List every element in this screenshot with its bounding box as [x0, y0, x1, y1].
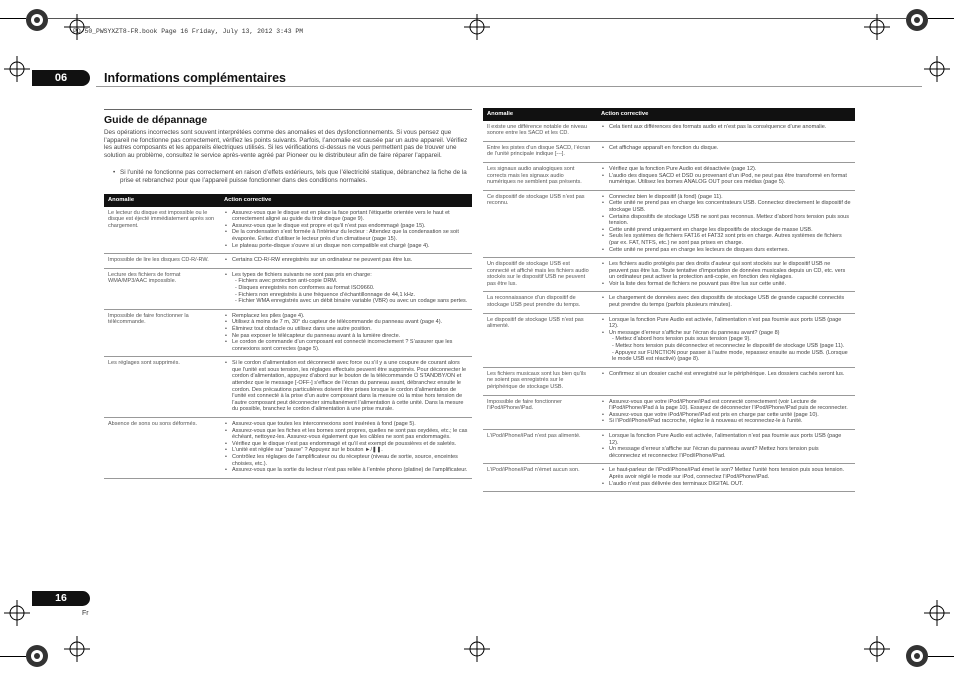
action-item: • Assurez-vous que le disque est propre et qu’il n’est pas endommagé (page 15).: [232, 223, 468, 230]
action-item: • Certains dispositifs de stockage USB ne sont pas reconnus. Mettez d’abord hors tension puis sous tension.: [609, 214, 851, 227]
column-header-action: Action corrective: [220, 194, 472, 207]
action-item: - Disques enregistrés non conformes au format ISO9660.: [235, 284, 375, 291]
action-item: • Assurez-vous que les fiches et les bornes sont propres, quelles ne sont pas oxydées, etc.; le cas échéant, nettoyez-les. Assurez-vous également que les câbles ne sont pas endommagés.: [232, 428, 468, 441]
action-item: • Assurez-vous que votre iPod/iPhone/iPad est connecté correctement (voir Lecture de l’iPod/iPhone/iPad à la page 10). Essayez de déconnecter l’iPod/iPhone/iPad puis de reconnecter.: [609, 399, 851, 412]
table-row: [483, 292, 855, 313]
action-item: • Si l’iPod/iPhone/iPad raccroche, réglez le à nouveau et reconnectez-le à l’unité.: [609, 418, 851, 425]
action-cell: [220, 357, 472, 418]
crop-mark: [0, 18, 26, 19]
action-cell: [597, 292, 855, 313]
crosshair-icon: [924, 600, 950, 626]
action-item: • L’unité est réglée sur “pause” ? Appuyez sur le bouton ►/❚❚.: [232, 447, 468, 454]
anomaly-cell: Les signaux audio analogiques sont corrects mais les signaux audio numériques ne semblent pas présents.: [483, 162, 597, 190]
table-row: [483, 367, 855, 395]
action-item: • Lorsque la fonction Pure Audio est activée, l’alimentation n’est pas fournie aux ports USB (page 12).: [609, 317, 851, 330]
table-row: [483, 429, 855, 463]
action-item: - Fichiers non enregistrés à une fréquence d’échantillonnage de 44,1 kHz.: [235, 291, 416, 298]
crosshair-icon: [4, 600, 30, 626]
column-header-action: Action corrective: [597, 108, 855, 121]
action-item: • Un message d’erreur s’affiche sur l’écran du panneau avant? (page 8): [609, 330, 851, 337]
action-item: - Appuyez sur FUNCTION pour passer à l’autre mode, repassez ensuite au mode USB. (Lorsque le mode USB est réactivé) (page 8).: [612, 349, 848, 363]
action-cell: [597, 190, 855, 257]
table-row: [483, 190, 855, 257]
action-item: • L’audio n’est pas délivrée des terminaux DIGITAL OUT.: [609, 481, 851, 488]
crop-mark: [928, 656, 954, 657]
anomaly-cell: Le lecteur du disque est impossible ou le disque est éjecté immédiatement après son chargement.: [104, 207, 220, 254]
action-item: • L’audio des disques SACD et DSD ou provenant d’un iPod, ne peut pas être transformé en format numérique. Utilisez les bornes ANALOG OUT pour ces médias (page 5).: [609, 173, 851, 186]
table-row: [483, 313, 855, 367]
troubleshooting-table-right: [483, 108, 855, 492]
action-item: • Le cordon de commande d’un composant est connecté incorrectement ? S’assurer que les connexions sont correctes (page 5).: [232, 339, 468, 352]
section-divider: [104, 109, 472, 110]
action-cell: [597, 313, 855, 367]
chapter-title: Informations complémentaires: [104, 71, 286, 85]
anomaly-cell: Un dispositif de stockage USB est connecté et affiché mais les fichiers audio stockés sur le dispositif USB ne peuvent pas être lus.: [483, 258, 597, 292]
crosshair-icon: [864, 636, 890, 662]
action-cell: [597, 121, 855, 142]
action-item: • Vérifiez que le disque n’est pas endommagé et qu’il est exempt de poussières et de saletés.: [232, 441, 468, 448]
table-row: [483, 121, 855, 142]
table-row: [104, 357, 472, 418]
action-cell: [220, 254, 472, 269]
action-cell: [597, 464, 855, 492]
action-item: • Les fichiers audio protégés par des droits d’auteur qui sont stockés sur le dispositif USB ne peuvent pas être lus. Toute tentative d’importation de données musicales depuis un CD, etc. vers un ordinateur peut activer la protection anti-copie, en fonction des réglages.: [609, 261, 851, 281]
anomaly-cell: Le dispositif de stockage USB n’est pas alimenté.: [483, 313, 597, 367]
registration-mark-icon: [904, 643, 930, 669]
anomaly-cell: Entre les pistes d’un disque SACD, l’écran de l’unité principale indique [---].: [483, 141, 597, 162]
anomaly-cell: Lecture des fichiers de format WMA/MP3/AAC impossible.: [104, 268, 220, 309]
book-header-line: PD-50_PWSYXZT8-FR.book Page 16 Friday, July 13, 2012 3:43 PM: [73, 28, 304, 35]
anomaly-cell: L’iPod/iPhone/iPad n’émet aucun son.: [483, 464, 597, 492]
action-cell: [220, 309, 472, 357]
action-item: • Assurez-vous que votre iPod/iPhone/iPad est pris en charge par cette unité (page 10).: [609, 412, 851, 419]
troubleshooting-table-left: [104, 194, 472, 479]
table-row: [483, 141, 855, 162]
action-item: • Remplacez les piles (page 4).: [232, 313, 468, 320]
action-cell: [597, 367, 855, 395]
action-item: • De la condensation s’est formée à l’intérieur du lecteur : Attendez que la condensation se soit évaporée. Évitez d’utiliser le lecteur près d’un climatiseur (page 15).: [232, 229, 468, 242]
table-row: [104, 418, 472, 479]
intro-bullet: [112, 169, 472, 184]
action-item: • Certains CD-R/-RW enregistrés sur un ordinateur ne peuvent pas être lus.: [232, 257, 468, 264]
anomaly-cell: Impossible de faire fonctionner l’iPod/iPhone/iPad.: [483, 395, 597, 429]
action-item: • Vérifiez que la fonction Pure Audio est désactivée (page 12).: [609, 166, 851, 173]
registration-mark-icon: [24, 643, 50, 669]
action-cell: [220, 207, 472, 254]
action-item: - Fichier WMA enregistrés avec un débit binaire variable (VBR) ou avec un codage sans pertes.: [235, 298, 468, 305]
action-item: • Voir la liste des format de fichiers ne pouvant pas être lus sur cette unité.: [609, 281, 851, 288]
anomaly-cell: Impossible de lire les disques CD-R/-RW.: [104, 254, 220, 269]
action-item: - Mettez hors tension puis déconnectez et reconnectez le dispositif de stockage USB (page 11).: [612, 343, 845, 350]
crosshair-icon: [64, 636, 90, 662]
crosshair-icon: [64, 14, 90, 40]
action-item: • Si le cordon d’alimentation est déconnecté avec force ou s’il y a une coupure de courant alors que l’unité est sous tension, les réglages effectués peuvent être supprimés. Pour déconnecter le cordon d’alimentation, appuyez d’abord sur le bouton de la télécommande ⏻ STANDBY/ON et attendez que le message [-OFF-] s’efface de l’écran du panneau avant, débranchez ensuite le cordon. Des précautions particulières doivent être prises lorsque le cordon d’alimentation de l’unité est connecté à la prise d’un autre composant dans la mesure où la mise hors tension de l’autre composant peut déconnecter simultanément l’alimentation à cette unité. Dans la mesure du possible, branchez le cordon d’alimentation à une prise murale.: [232, 360, 468, 413]
action-item: • Cette unité ne prend pas en charge les lecteurs de disques durs externes.: [609, 247, 851, 254]
table-row: [483, 162, 855, 190]
action-item: • Cet affichage apparaît en fonction du disque.: [609, 145, 851, 152]
anomaly-cell: Les réglages sont supprimés.: [104, 357, 220, 418]
action-cell: [597, 395, 855, 429]
registration-mark-icon: [24, 7, 50, 33]
section-title: Guide de dépannage: [104, 114, 208, 126]
action-item: • Le chargement de données avec des dispositifs de stockage USB de grande capacité connectés peut prendre du temps (parfois plusieurs minutes).: [609, 295, 851, 308]
action-cell: [597, 141, 855, 162]
action-item: • Confirmez si un dossier caché est enregistré sur le périphérique. Les dossiers cachés seront lus.: [609, 371, 851, 378]
anomaly-cell: La reconnaissance d’un dispositif de stockage USB peut prendre du temps.: [483, 292, 597, 313]
crosshair-icon: [864, 14, 890, 40]
crosshair-icon: [924, 56, 950, 82]
action-item: - Mettez d’abord hors tension puis sous tension (page 9).: [612, 336, 751, 343]
crop-mark: [0, 656, 26, 657]
column-header-anomaly: Anomalie: [104, 194, 220, 207]
action-cell: [597, 429, 855, 463]
action-item: • Lorsque la fonction Pure Audio est activée, l’alimentation n’est pas fournie aux ports USB (page 12).: [609, 433, 851, 446]
table-row: [104, 254, 472, 269]
anomaly-cell: Absence de sons ou sons déformés.: [104, 418, 220, 479]
table-row: [483, 395, 855, 429]
action-item: • Éliminez tout obstacle ou utilisez dans une autre position.: [232, 326, 468, 333]
action-item: • Contrôlez les réglages de l’amplificateur ou du récepteur (niveau de sortie, source, enceintes choisies, etc.).: [232, 454, 468, 467]
language-label: Fr: [82, 610, 89, 617]
column-header-anomaly: Anomalie: [483, 108, 597, 121]
action-cell: [597, 162, 855, 190]
action-item: • Un message d’erreur s’affiche sur l’écran du panneau avant? Mettez hors tension puis déconnectez et reconnectez l’iPod/iPhone/iPad.: [609, 446, 851, 459]
anomaly-cell: Il existe une différence notable de niveau sonore entre les SACD et les CD.: [483, 121, 597, 142]
table-row: [104, 309, 472, 357]
action-item: • Les types de fichiers suivants ne sont pas pris en charge:: [232, 272, 468, 279]
action-item: • Cela tient aux différences des formats audio et n’est pas la conséquence d’une anomalie.: [609, 124, 851, 131]
crosshair-icon: [4, 56, 30, 82]
action-item: • Ne pas exposer le télécapteur du panneau avant à la lumière directe.: [232, 333, 468, 340]
anomaly-cell: Les fichiers musicaux sont lus bien qu’ils ne soient pas enregistrés sur le périphérique de stockage USB.: [483, 367, 597, 395]
table-row: [104, 207, 472, 254]
action-item: • Connectez bien le dispositif (à fond) (page 11).: [609, 194, 851, 201]
intro-bullet-text: • Si l’unité ne fonctionne pas correctement en raison d’effets extérieurs, tels que l’électricité statique, débranchez la fiche de la prise et rebranchez pour que l’appareil puisse fonctionner dans des conditions normales.: [120, 169, 472, 184]
table-row: [104, 268, 472, 309]
table-row: [483, 258, 855, 292]
chapter-divider: [96, 86, 922, 87]
registration-mark-icon: [904, 7, 930, 33]
chapter-number: 06: [32, 70, 90, 86]
action-item: • Seuls les systèmes de fichiers FAT16 et FAT32 sont pris en charge. Autres systèmes de fichiers (par ex. FAT, NTFS, etc.) ne sont pas prises en charge.: [609, 233, 851, 246]
action-item: • Assurez-vous que la sortie du lecteur n’est pas reliée à l’entrée phono (platine) de l’amplificateur.: [232, 467, 468, 474]
action-item: • Assurez-vous que le disque est en place la face portant l’étiquette orientée vers le haut et correctement aligné au guide du tiroir disque (page 9).: [232, 210, 468, 223]
crop-mark: [928, 18, 954, 19]
table-row: [483, 464, 855, 492]
action-item: • Cette unité prend uniquement en charge les dispositifs de stockage de masse USB.: [609, 227, 851, 234]
anomaly-cell: Impossible de faire fonctionner la télécommande.: [104, 309, 220, 357]
anomaly-cell: L’iPod/iPhone/iPad n’est pas alimenté.: [483, 429, 597, 463]
action-item: • Le plateau porte-disque s’ouvre si un disque non compatible est chargé (page 4).: [232, 243, 468, 250]
page-number: 16: [32, 591, 90, 606]
action-item: • Cette unité ne prend pas en charge les concentrateurs USB. Connectez directement le dispositif de stockage USB.: [609, 200, 851, 213]
action-item: • Le haut-parleur de l’iPod/iPhone/iPad émet le son? Mettez l’unité hors tension puis sous tension. Après avoir réglé le mode sur iPod, connectez l’iPod/iPhone/iPad.: [609, 467, 851, 480]
action-cell: [597, 258, 855, 292]
action-cell: [220, 418, 472, 479]
crosshair-icon: [464, 14, 490, 40]
action-cell: [220, 268, 472, 309]
anomaly-cell: Ce dispositif de stockage USB n’est pas reconnu.: [483, 190, 597, 257]
action-item: • Assurez-vous que toutes les interconnexions sont insérées à fond (page 5).: [232, 421, 468, 428]
action-item: • Utilisez à moins de 7 m, 30° du capteur de télécommande du panneau avant (page 4).: [232, 319, 468, 326]
section-intro: Des opérations incorrectes sont souvent interprétées comme des anomalies et des dysfonctionnements. Si vous pensez que l’appareil ne fonctionne pas correctement, vérifiez les points suivants. Parfois, l’anomalie est causée par un autre appareil. Vérifiez les autres composants et les appareils électriques utilisés. Si les vérifications ci-dessus ne vous permettent pas de trouver une solution au problème, consultez le service après-vente agréé par Pioneer ou le distributeur afin de faire réparer l’appareil.: [104, 129, 468, 159]
action-item: - Fichiers avec protection anti-copie DRM.: [235, 278, 338, 285]
crosshair-icon: [464, 636, 490, 662]
